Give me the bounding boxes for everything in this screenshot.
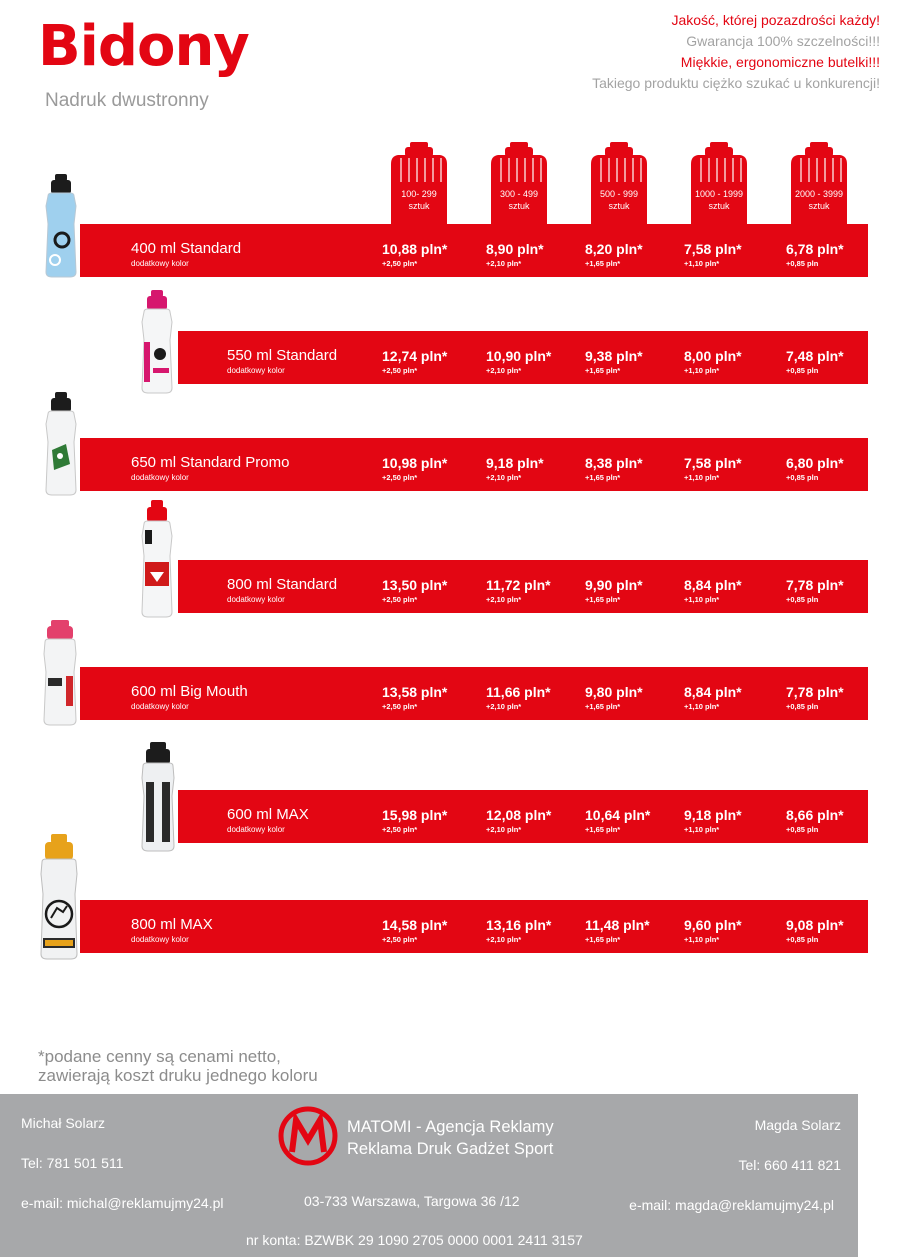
bottle-600-ml-max-image [136, 742, 180, 852]
surcharge: +2,10 pln* [486, 595, 522, 604]
extra-color-label: dodatkowy kolor [131, 935, 189, 944]
product-name: 800 ml MAX [131, 916, 213, 933]
tier-range: 2000 - 3999 [794, 189, 844, 199]
price: 10,98 pln* [382, 455, 448, 471]
surcharge: +1,10 pln* [684, 935, 720, 944]
surcharge: +0,85 pln [786, 935, 819, 944]
contact-email-right[interactable]: e-mail: magda@reklamujmy24.pl [629, 1197, 834, 1213]
tier-unit: sztuk [508, 201, 530, 211]
price: 12,08 pln* [486, 807, 552, 823]
price: 15,98 pln* [382, 807, 448, 823]
price: 7,58 pln* [684, 455, 742, 471]
tagline: Takiego produktu ciężko szukać u konkurencji! [592, 75, 880, 91]
price: 14,58 pln* [382, 917, 448, 933]
contact-name-left: Michał Solarz [21, 1115, 106, 1131]
agency-line: MATOMI - Agencja Reklamy [347, 1118, 554, 1136]
price: 7,78 pln* [786, 577, 844, 593]
surcharge: +1,65 pln* [585, 595, 621, 604]
bottle-650-ml-standard-promo-image [40, 392, 82, 496]
price: 6,78 pln* [786, 241, 844, 257]
footnote-line: zawierają koszt druku jednego koloru [38, 1066, 318, 1085]
surcharge: +1,65 pln* [585, 473, 621, 482]
bottle-cap-icon [588, 142, 650, 226]
agency-line: Reklama Druk Gadżet Sport [347, 1140, 554, 1158]
price: 8,84 pln* [684, 684, 742, 700]
product-row [178, 790, 868, 843]
surcharge: +2,50 pln* [382, 935, 418, 944]
price: 10,90 pln* [486, 348, 552, 364]
surcharge: +1,10 pln* [684, 473, 720, 482]
surcharge: +1,65 pln* [585, 259, 621, 268]
product-name: 400 ml Standard [131, 240, 242, 257]
surcharge: +1,10 pln* [684, 825, 720, 834]
product-name: 800 ml Standard [227, 576, 338, 593]
price: 7,48 pln* [786, 348, 844, 364]
product-row [80, 438, 868, 491]
price: 11,66 pln* [486, 684, 551, 700]
bottle-550-ml-standard-image [136, 290, 178, 394]
tier-range: 500 - 999 [599, 189, 639, 199]
product-name: 650 ml Standard Promo [131, 454, 290, 471]
price: 8,00 pln* [684, 348, 742, 364]
matomi-logo-icon [278, 1106, 338, 1166]
product-row [178, 560, 868, 613]
agency-address: 03-733 Warszawa, Targowa 36 /12 [304, 1193, 520, 1209]
surcharge: +2,50 pln* [382, 366, 418, 375]
tagline: Jakość, której pozazdrości każdy! [671, 12, 880, 28]
price: 8,38 pln* [585, 455, 643, 471]
surcharge: +0,85 pln [786, 473, 819, 482]
tier-unit: sztuk [808, 201, 830, 211]
price: 10,88 pln* [382, 241, 448, 257]
price: 7,58 pln* [684, 241, 742, 257]
footnote-line: *podane cenny są cenami netto, [38, 1047, 281, 1066]
surcharge: +2,50 pln* [382, 825, 418, 834]
surcharge: +0,85 pln [786, 702, 819, 711]
tier-range: 1000 - 1999 [694, 189, 744, 199]
price: 9,60 pln* [684, 917, 742, 933]
surcharge: +2,50 pln* [382, 473, 418, 482]
price: 10,64 pln* [585, 807, 651, 823]
surcharge: +1,65 pln* [585, 702, 621, 711]
price: 9,38 pln* [585, 348, 643, 364]
bottle-cap-icon [688, 142, 750, 226]
price: 7,78 pln* [786, 684, 844, 700]
price: 8,90 pln* [486, 241, 544, 257]
surcharge: +2,10 pln* [486, 825, 522, 834]
tier-cap [488, 142, 550, 226]
price: 9,18 pln* [684, 807, 742, 823]
contact-footer [0, 1094, 858, 1257]
product-name: 550 ml Standard [227, 347, 338, 364]
taglines [592, 10, 880, 94]
surcharge: +1,65 pln* [585, 825, 621, 834]
extra-color-label: dodatkowy kolor [227, 595, 285, 604]
tier-cap [588, 142, 650, 226]
bottle-cap-icon [388, 142, 450, 226]
tagline: Gwarancja 100% szczelności!!! [686, 33, 880, 49]
bottle-cap-icon [788, 142, 850, 226]
price: 11,48 pln* [585, 917, 650, 933]
contact-name-right: Magda Solarz [754, 1117, 841, 1133]
surcharge: +1,10 pln* [684, 366, 720, 375]
price: 6,80 pln* [786, 455, 844, 471]
price: 13,16 pln* [486, 917, 552, 933]
bottle-600-ml-big-mouth-image [38, 620, 82, 726]
page-subtitle: Nadruk dwustronny [45, 90, 209, 111]
product-row [80, 900, 868, 953]
price: 9,80 pln* [585, 684, 643, 700]
product-name: 600 ml Big Mouth [131, 683, 248, 700]
price: 13,50 pln* [382, 577, 448, 593]
surcharge: +2,10 pln* [486, 473, 522, 482]
price: 8,20 pln* [585, 241, 643, 257]
bottle-800-ml-standard-image [136, 500, 178, 618]
extra-color-label: dodatkowy kolor [227, 366, 285, 375]
surcharge: +1,10 pln* [684, 595, 720, 604]
bottle-400-ml-standard-image [40, 174, 82, 278]
contact-phone-left: Tel: 781 501 511 [21, 1155, 124, 1171]
tier-range: 100- 299 [401, 189, 437, 199]
extra-color-label: dodatkowy kolor [227, 825, 285, 834]
price: 8,66 pln* [786, 807, 844, 823]
surcharge: +1,10 pln* [684, 702, 720, 711]
surcharge: +2,50 pln* [382, 259, 418, 268]
surcharge: +2,10 pln* [486, 702, 522, 711]
surcharge: +2,50 pln* [382, 595, 418, 604]
bottle-cap-icon [488, 142, 550, 226]
surcharge: +0,85 pln [786, 366, 819, 375]
contact-email-left[interactable]: e-mail: michal@reklamujmy24.pl [21, 1195, 224, 1211]
price: 9,18 pln* [486, 455, 544, 471]
page-title: Bidony [38, 14, 249, 79]
surcharge: +0,85 pln [786, 259, 819, 268]
price: 12,74 pln* [382, 348, 448, 364]
price-footnote [38, 1047, 318, 1085]
price: 9,08 pln* [786, 917, 844, 933]
extra-color-label: dodatkowy kolor [131, 259, 189, 268]
surcharge: +1,65 pln* [585, 366, 621, 375]
tagline: Miękkie, ergonomiczne butelki!!! [680, 54, 880, 70]
price: 8,84 pln* [684, 577, 742, 593]
product-name: 600 ml MAX [227, 806, 309, 823]
tier-cap [388, 142, 450, 226]
bottle-800-ml-max-image [36, 834, 82, 960]
tier-unit: sztuk [608, 201, 630, 211]
price: 9,90 pln* [585, 577, 643, 593]
contact-phone-right: Tel: 660 411 821 [738, 1157, 841, 1173]
product-row [80, 224, 868, 277]
surcharge: +1,65 pln* [585, 935, 621, 944]
surcharge: +2,10 pln* [486, 366, 522, 375]
product-row [80, 667, 868, 720]
quantity-tiers [0, 142, 900, 226]
price: 11,72 pln* [486, 577, 551, 593]
tier-unit: sztuk [408, 201, 430, 211]
tier-cap [688, 142, 750, 226]
surcharge: +1,10 pln* [684, 259, 720, 268]
tier-unit: sztuk [708, 201, 730, 211]
surcharge: +2,50 pln* [382, 702, 418, 711]
price: 13,58 pln* [382, 684, 448, 700]
bank-account: nr konta: BZWBK 29 1090 2705 0000 0001 2411 3157 [246, 1232, 583, 1248]
surcharge: +2,10 pln* [486, 259, 522, 268]
product-row [178, 331, 868, 384]
surcharge: +0,85 pln [786, 825, 819, 834]
tier-range: 300 - 499 [499, 189, 539, 199]
agency-name [347, 1116, 554, 1160]
surcharge: +2,10 pln* [486, 935, 522, 944]
extra-color-label: dodatkowy kolor [131, 473, 189, 482]
tier-cap [788, 142, 850, 226]
extra-color-label: dodatkowy kolor [131, 702, 189, 711]
surcharge: +0,85 pln [786, 595, 819, 604]
